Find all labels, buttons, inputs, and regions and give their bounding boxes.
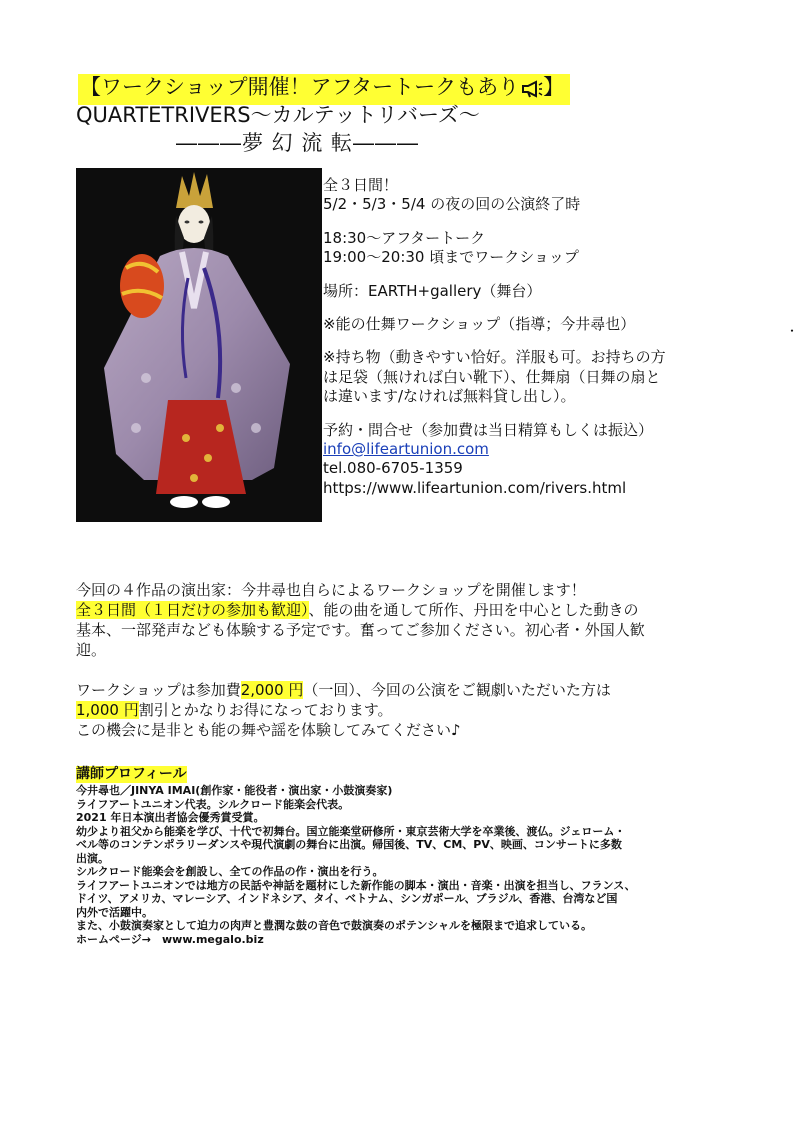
stray-dot: ・ <box>786 324 798 338</box>
profile-line: 内外で活躍中。 <box>76 905 153 919</box>
profile-line: また、小鼓演奏家として迫力の肉声と豊潤な鼓の音色で鼓演奏のポテンシャルを極限まで追求している。 <box>76 919 592 932</box>
page-subtitle: ―――夢 幻 流 転――― <box>176 131 420 155</box>
details-items-line3: は違います/なければ無料貸し出し）。 <box>323 387 576 406</box>
profile-line: 出演。 <box>76 851 109 865</box>
details-reservation: 予約・問合せ（参加費は当日精算もしくは振込） <box>323 420 654 439</box>
banner-end: 】 <box>543 75 565 99</box>
workshop-banner <box>78 74 570 105</box>
highlight-fee: 2,000 円 <box>240 681 304 699</box>
details-workshop-time: 19:00～20:30 頃までワークショップ <box>323 248 579 267</box>
profile-line: ベル等のコンテンポラリーダンスや現代演劇の舞台に出演。帰国後、TV、CM、PV、映画、コンサートに多数 <box>76 838 622 851</box>
details-venue: 場所：EARTH+gallery（舞台） <box>323 281 542 300</box>
banner-text: 【ワークショップ開催！アフタートークもあり <box>80 75 520 99</box>
homepage-link[interactable]: ホームページ→ www.megalo.biz <box>76 932 264 946</box>
page-title: QUARTETRIVERS～カルテットリバーズ～ <box>76 103 480 127</box>
desc-line: 全３日間（１日だけの参加も歓迎）、能の曲を通して所作、丹田を中心とした動きの <box>76 601 639 619</box>
details-dates: 5/2・5/3・5/4 の夜の回の公演終了時 <box>323 195 581 214</box>
profile-line: 今井尋也／JINYA IMAI(創作家・能役者・演出家・小鼓演奏家) <box>76 784 393 797</box>
details-aftertalk: 18:30～アフタートーク <box>323 228 486 247</box>
details-items-line2: は足袋（無ければ白い靴下）、仕舞扇（日舞の扇と <box>323 367 661 386</box>
desc-line: 基本、一部発声なども体験する予定です。奮ってご参加ください。初心者・外国人歓 <box>76 621 645 639</box>
profile-line: 幼少より祖父から能楽を学び、十代で初舞台。国立能楽堂研修所・東京芸術大学を卒業後、渡仏。ジェローム・ <box>76 824 626 838</box>
profile-line: 2021 年日本演出者協会優秀賞受賞。 <box>76 811 265 824</box>
details-instructor-note: ※能の仕舞ワークショップ（指導；今井尋也） <box>323 315 636 334</box>
desc-line: ワークショップは参加費2,000 円（一回）、今回の公演をご観劇いただいた方は <box>76 681 611 699</box>
desc-line: この機会に是非とも能の舞や謡を体験してみてください♪ <box>76 721 461 739</box>
desc-line: 1,000 円割引とかなりお得になっております。 <box>76 701 393 719</box>
profile-line: シルクロード能楽会を創設し、全ての作品の作・演出を行う。 <box>76 865 384 878</box>
desc-line: 迎。 <box>76 641 107 659</box>
noh-performer-photo <box>76 168 322 522</box>
workshop-description <box>76 580 645 740</box>
megaphone-icon <box>521 78 543 105</box>
profile-line: ドイツ、アメリカ、マレーシア、インドネシア、タイ、ベトナム、シンガポール、ブラジル、香港、台湾など国 <box>76 892 618 905</box>
contact-tel: tel.080-6705-1359 <box>323 459 463 478</box>
profile-line: ライフアートユニオンでは地方の民話や神話を題材にした新作能の脚本・演出・音楽・出演を担当し、フランス、 <box>76 878 636 892</box>
details-items-line1: ※持ち物（動きやすい恰好。洋服も可。お持ちの方 <box>323 348 666 367</box>
event-url-link[interactable]: https://www.lifeartunion.com/rivers.html <box>323 478 627 497</box>
instructor-profile <box>76 766 716 946</box>
highlight-discount: 1,000 円 <box>76 701 139 719</box>
highlight-three-days: 全３日間（１日だけの参加も歓迎） <box>76 601 309 619</box>
desc-line: 今回の４作品の演出家：今井尋也自らによるワークショップを開催します！ <box>76 581 586 599</box>
event-details <box>323 176 666 498</box>
details-duration: 全３日間！ <box>323 176 399 194</box>
profile-heading: 講師プロフィール <box>76 766 187 782</box>
profile-line: ライフアートユニオン代表。シルクロード能楽会代表。 <box>76 797 350 811</box>
contact-email-link[interactable]: info@lifeartunion.com <box>323 440 489 459</box>
